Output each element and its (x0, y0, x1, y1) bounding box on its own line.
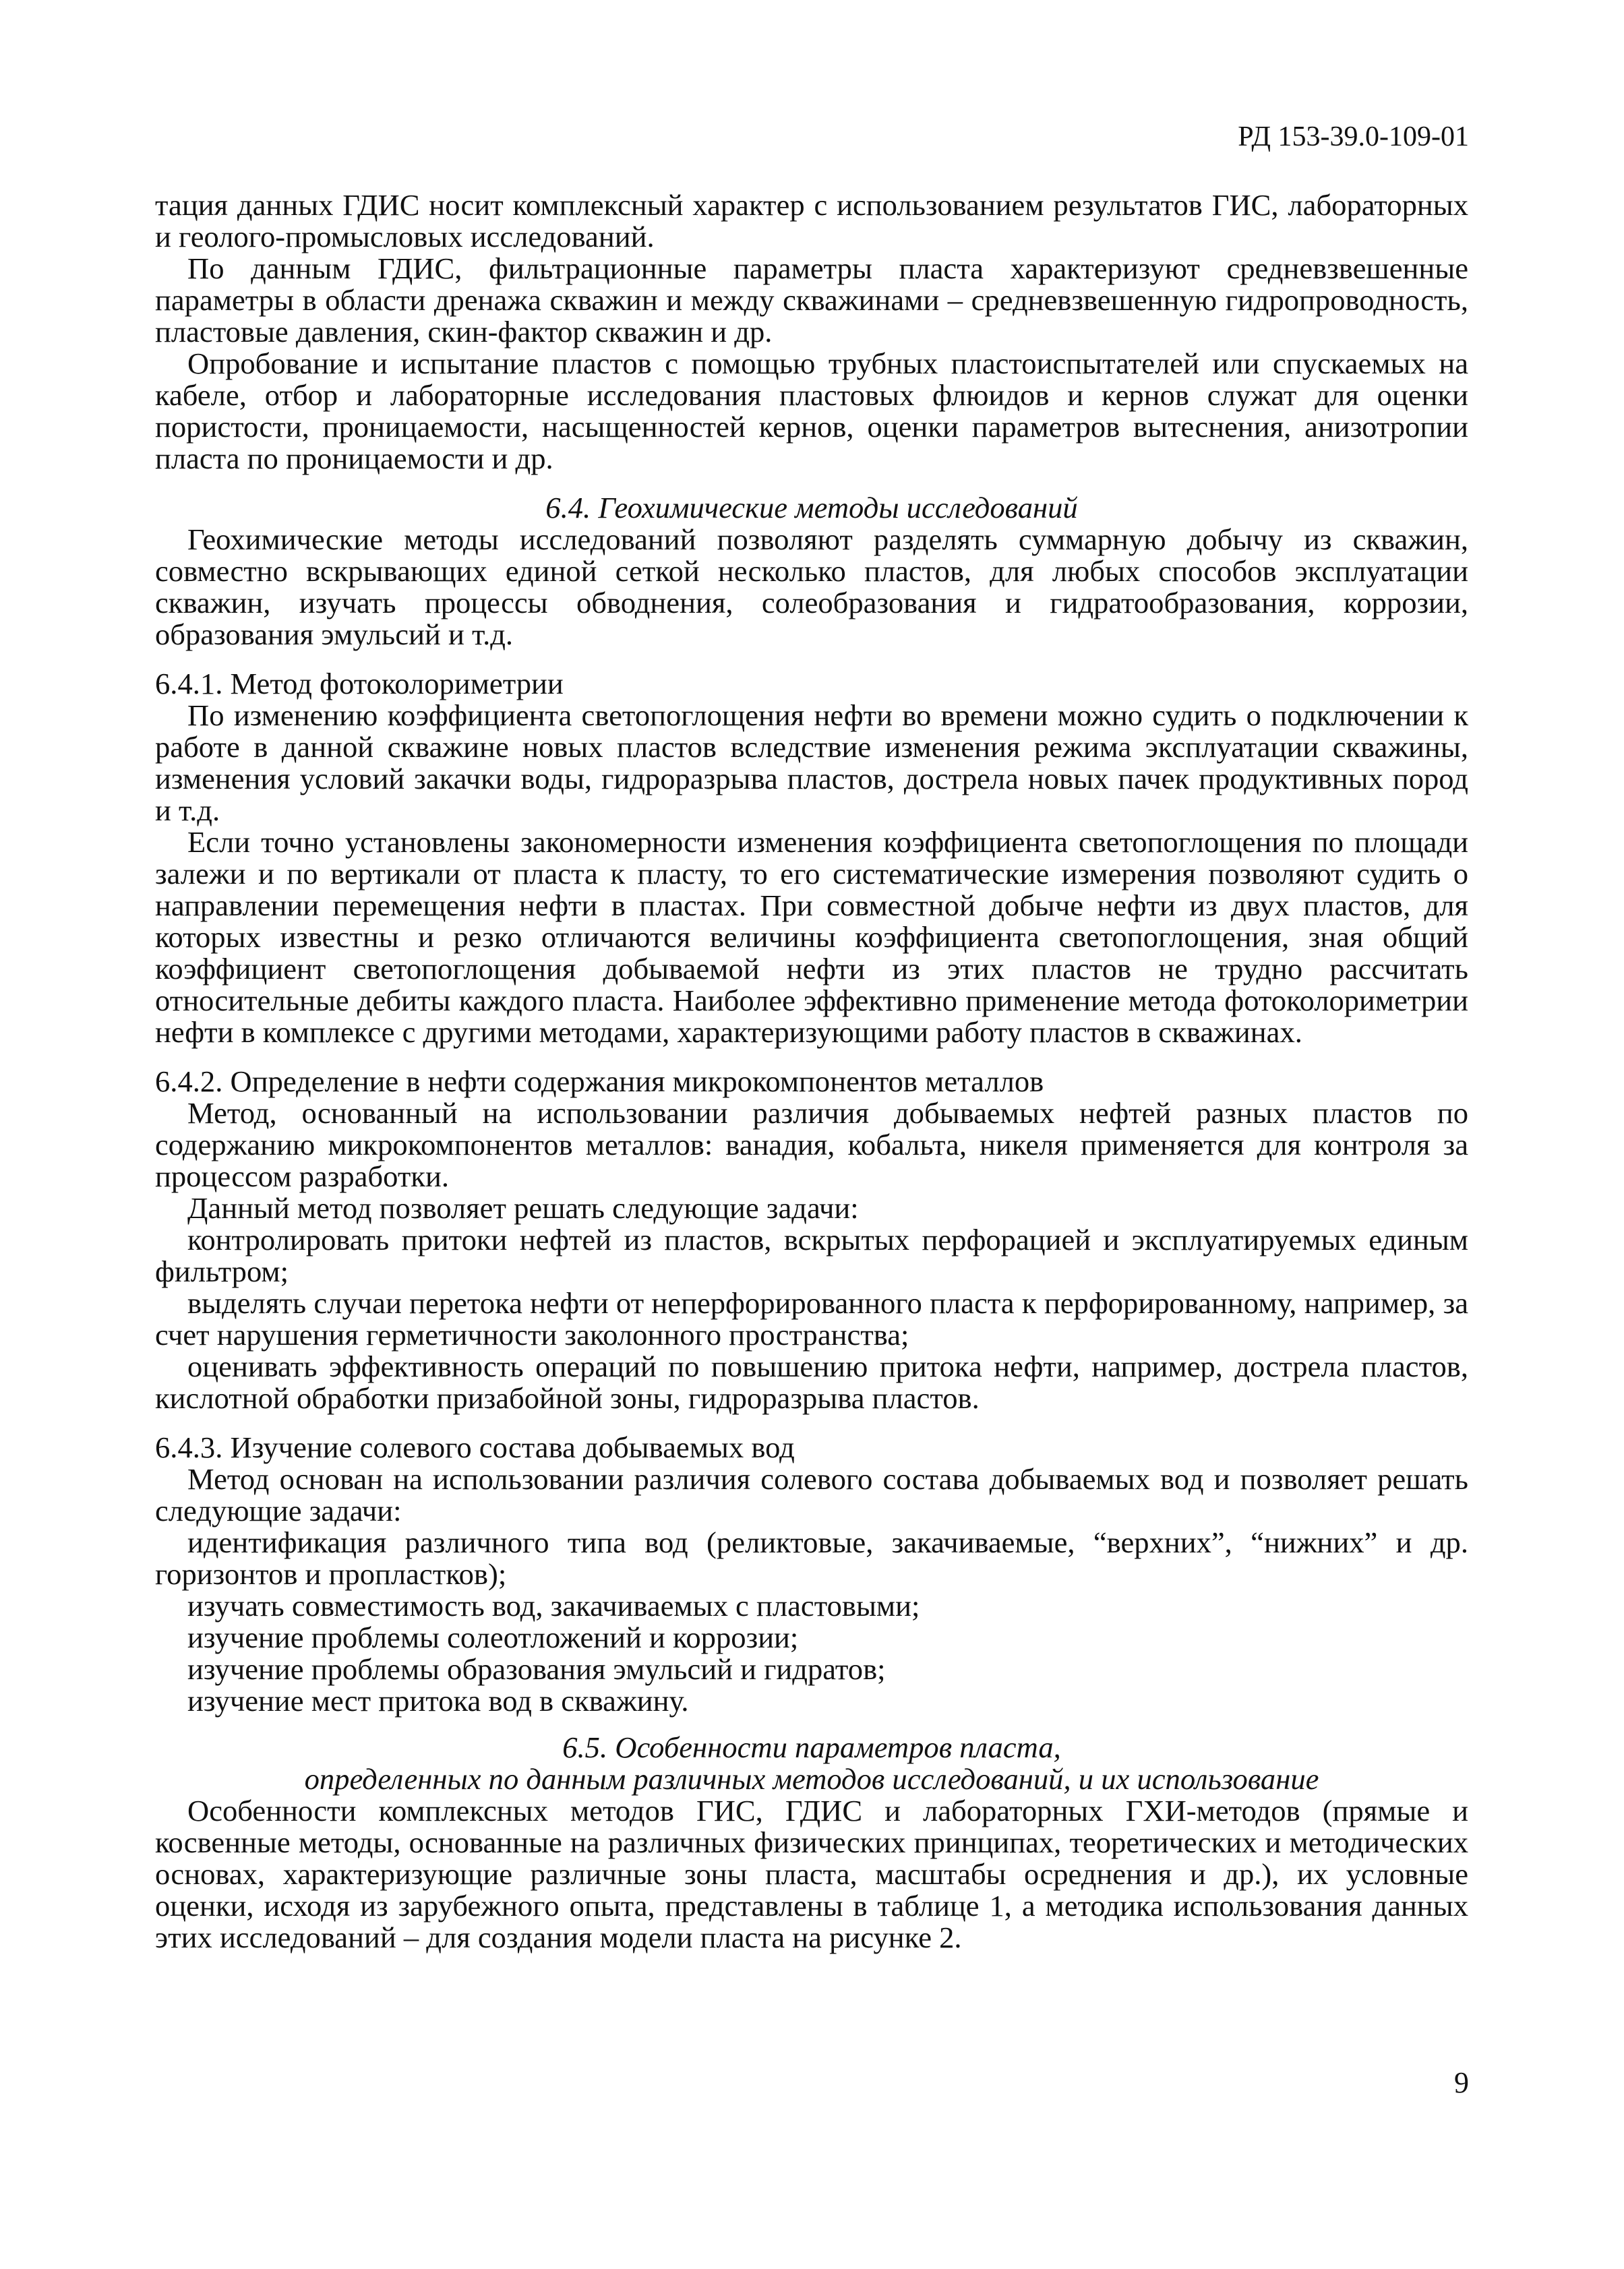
paragraph: Геохимические методы исследований позволяют разделять суммарную добычу из скважин, совместно вскрывающих единой сеткой несколько пластов, для любых способов эксплуатации скважин, изучать процессы обводнения, солеобразования и гидратообразования, коррозии, образования эмульсий и т.д. (155, 522, 1468, 651)
section-heading-subtitle: определенных по данным различных методов исследований, и их использование (304, 1762, 1319, 1796)
subsection-heading: 6.4.2. Определение в нефти содержания микрокомпонентов металлов (155, 1064, 1044, 1098)
paragraph: Данный метод позволяет решать следующие задачи: (187, 1191, 859, 1225)
list-item: изучать совместимость вод, закачиваемых с пластовыми; (187, 1589, 920, 1623)
list-item: контролировать притоки нефтей из пластов, вскрытых перфорацией и эксплуатируемых единым фильтром; (155, 1223, 1468, 1288)
document-code: РД 153-39.0-109-01 (1238, 121, 1469, 152)
paragraph: Опробование и испытание пластов с помощью трубных пластоиспытателей или спускаемых на кабеле, отбор и лабораторные исследования пластовых флюидов и кернов служат для оценки пористости, проницаемости, насыщенностей кернов, оценки параметров вытеснения, анизотропии пласта по проницаемости и др. (155, 346, 1468, 475)
list-item: изучение проблемы солеотложений и коррозии; (187, 1621, 799, 1654)
list-item: выделять случаи перетока нефти от неперфорированного пласта к перфорированному, например, за счет нарушения герметичности заколонного пространства; (155, 1286, 1468, 1352)
section-heading: 6.4. Геохимические методы исследований (545, 491, 1078, 524)
section-heading: 6.5. Особенности параметров пласта, (562, 1730, 1061, 1764)
list-item: идентификация различного типа вод (реликтовые, закачиваемые, “верхних”, “нижних” и др. горизонтов и пропластков); (155, 1525, 1468, 1591)
paragraph: Особенности комплексных методов ГИС, ГДИС и лабораторных ГХИ-методов (прямые и косвенные методы, основанные на различных физических принципах, теоретических и методических основах, характеризующие различные зоны пласта, масштабы осреднения и др.), их условные оценки, исходя из зарубежного опыта, представлены в таблице 1, а методика использования данных этих исследований – для создания модели пласта на рисунке 2. (155, 1794, 1468, 1954)
paragraph: По изменению коэффициента светопоглощения нефти во времени можно судить о подключении к работе в данной скважине новых пластов вследствие изменения режима эксплуатации скважины, изменения условий закачки воды, гидроразрыва пластов, дострела новых пачек продуктивных пород и т.д. (155, 698, 1468, 827)
paragraph: Если точно установлены закономерности изменения коэффициента светопоглощения по площади залежи и по вертикали от пласта к пласту, то его систематические измерения позволяют судить о направлении перемещения нефти в пластах. При совместной добыче нефти из двух пластов, для которых известны и резко отличаются величины коэффициента светопоглощения, зная общий коэффициент светопоглощения добываемой нефти из этих пластов не трудно рассчитать относительные дебиты каждого пласта. Наиболее эффективно применение метода фотоколориметрии нефти в комплексе с другими методами, характеризующими работу пластов в скважинах. (155, 825, 1468, 1049)
paragraph: Метод, основанный на использовании различия добываемых нефтей разных пластов по содержанию микрокомпонентов металлов: ванадия, кобальта, никеля применяется для контроля за процессом разработки. (155, 1096, 1468, 1193)
list-item: изучение проблемы образования эмульсий и гидратов; (187, 1652, 886, 1686)
paragraph: По данным ГДИС, фильтрационные параметры пласта характеризуют средневзвешенные параметры в области дренажа скважин и между скважинами – средневзвешенную гидропроводность, пластовые давления, скин-фактор скважин и др. (155, 251, 1468, 349)
subsection-heading: 6.4.1. Метод фотоколориметрии (155, 667, 564, 700)
list-item: оценивать эффективность операций по повышению притока нефти, например, дострела пластов, кислотной обработки призабойной зоны, гидроразрыва пластов. (155, 1350, 1468, 1415)
paragraph: Метод основан на использовании различия солевого состава добываемых вод и позволяет решать следующие задачи: (155, 1462, 1468, 1527)
list-item: изучение мест притока вод в скважину. (187, 1684, 689, 1718)
subsection-heading: 6.4.3. Изучение солевого состава добываемых вод (155, 1430, 795, 1464)
paragraph: тация данных ГДИС носит комплексный характер с использованием результатов ГИС, лабораторных и геолого-промысловых исследований. (155, 188, 1468, 253)
page-number: 9 (1454, 2066, 1469, 2099)
page-body (155, 189, 1468, 1954)
